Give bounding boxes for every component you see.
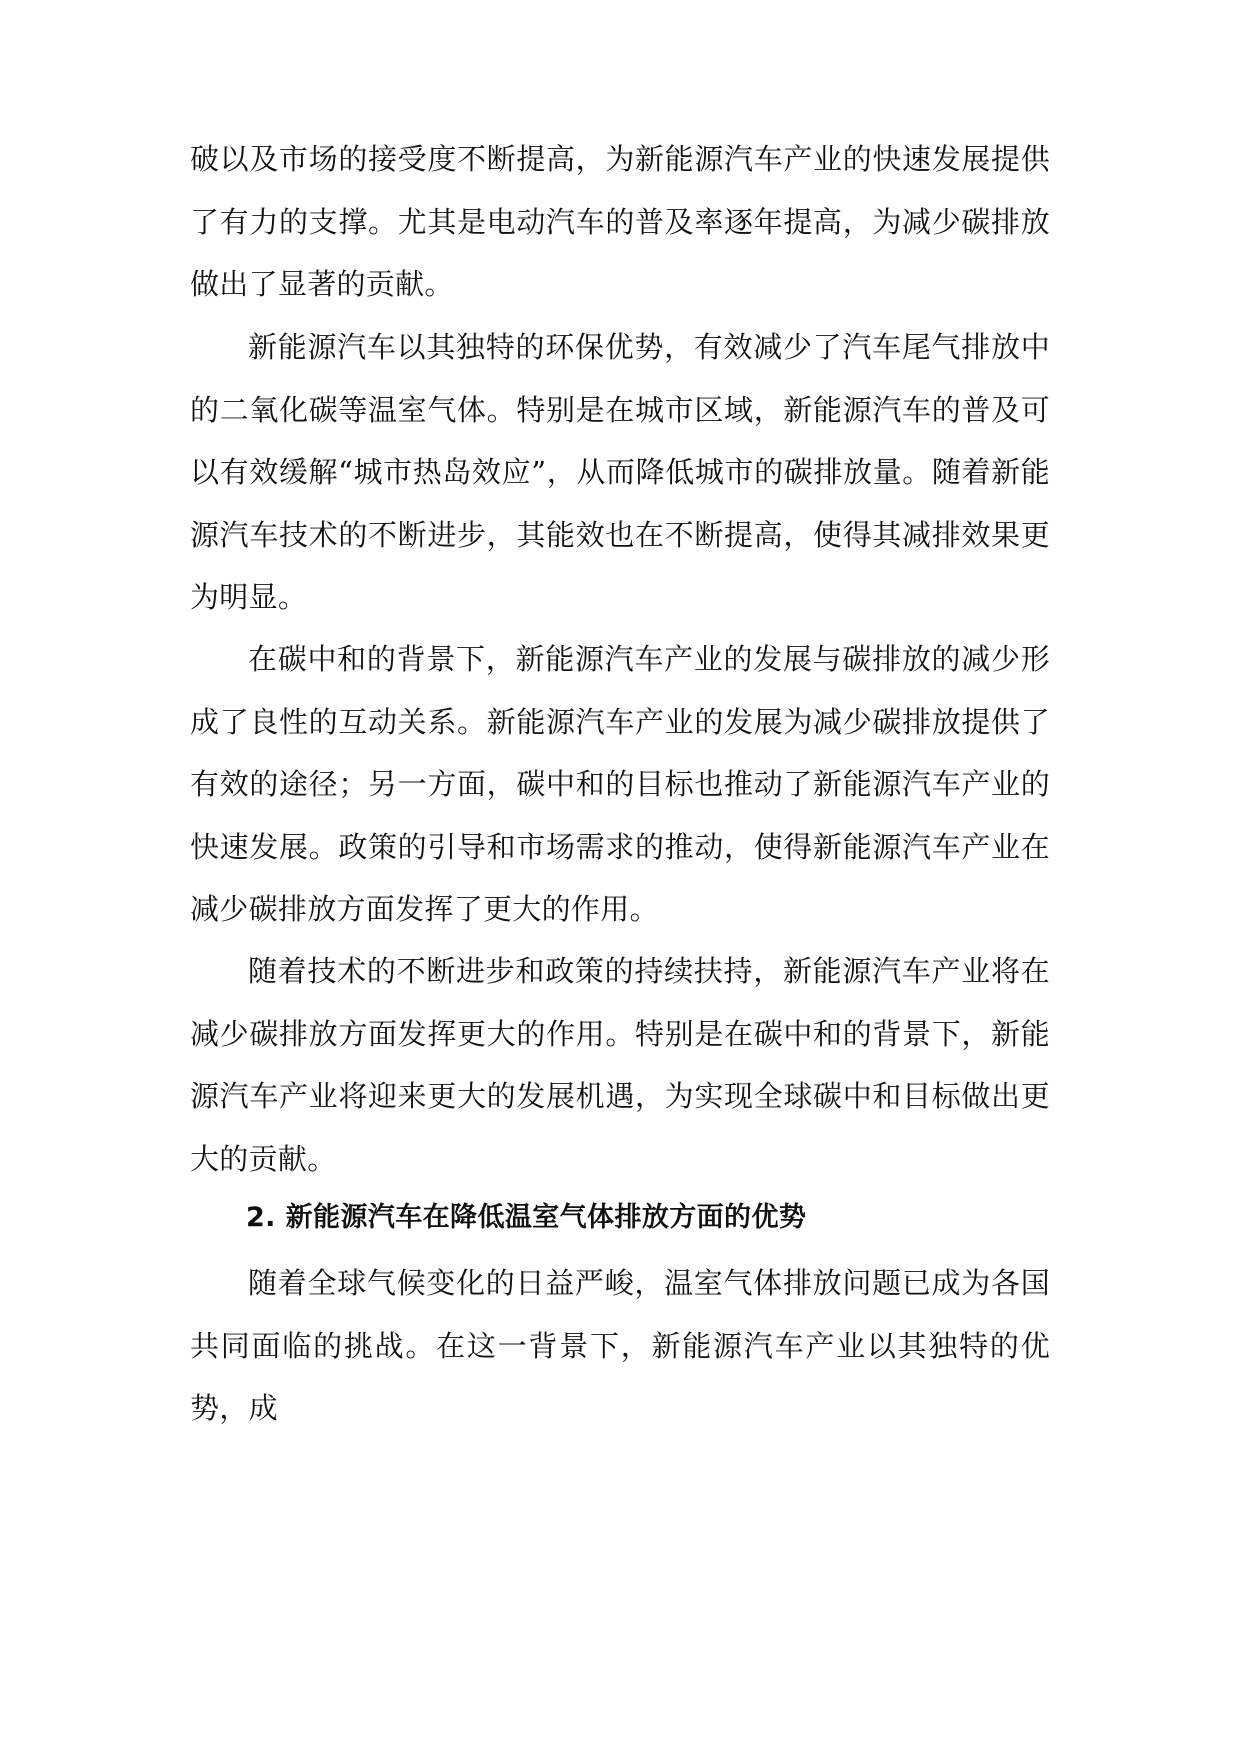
paragraph-environmental-advantage: 新能源汽车以其独特的环保优势，有效减少了汽车尾气排放中的二氧化碳等温室气体。特别是在城市区域，新能源汽车的普及可以有效缓解“城市热岛效应”，从而降低城市的碳排放量。随着新能源汽车技术的不断进步，其能效也在不断提高，使得其减排效果更为明显。 xyxy=(190,330,1050,614)
paragraph-carbon-neutrality-interaction: 在碳中和的背景下，新能源汽车产业的发展与碳排放的减少形成了良性的互动关系。新能源汽车产业的发展为减少碳排放提供了有效的途径；另一方面，碳中和的目标也推动了新能源汽车产业的快速发展。政策的引导和市场需求的推动，使得新能源汽车产业在减少碳排放方面发挥了更大的作用。 xyxy=(190,642,1050,926)
paragraph-future-outlook: 随着技术的不断进步和政策的持续扶持，新能源汽车产业将在减少碳排放方面发挥更大的作用。特别是在碳中和的背景下，新能源汽车产业将迎来更大的发展机遇，为实现全球碳中和目标做出更大的贡献。 xyxy=(190,954,1050,1176)
paragraph-global-climate: 随着全球气候变化的日益严峻，温室气体排放问题已成为各国共同面临的挑战。在这一背景下，新能源汽车产业以其独特的优势，成 xyxy=(190,1266,1050,1425)
paragraph-continuation: 破以及市场的接受度不断提高，为新能源汽车产业的快速发展提供了有力的支撑。尤其是电动汽车的普及率逐年提高，为减少碳排放做出了显著的贡献。 xyxy=(190,142,1050,301)
section-heading: 2. 新能源汽车在降低温室气体排放方面的优势 xyxy=(246,1202,807,1233)
